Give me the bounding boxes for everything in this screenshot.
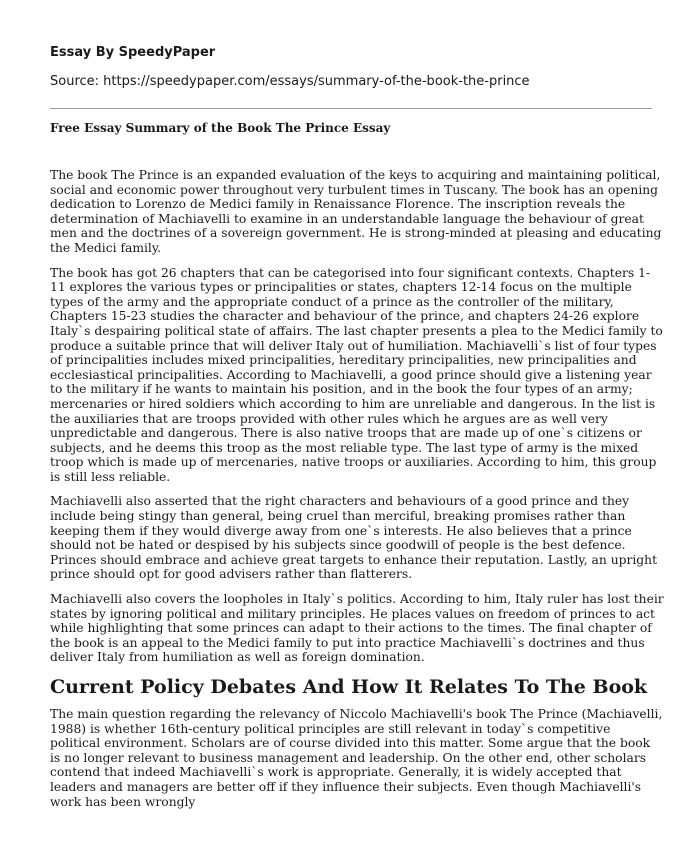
paragraph: The book The Prince is an expanded evaluation of the keys to acquiring and maintaining political, social and economic power throughout very turbulent times in Tuscany. The book has an opening dedication to Lorenzo de Medici family in Renaissance Florence. The inscription reveals the determination of Machiavelli to examine in an understandable language the behaviour of great men and the doctrines of a sovereign government. He is strong-minded at pleasing and educating the Medici family. [50,168,662,255]
paragraph: Machiavelli also asserted that the right characters and behaviours of a good prince and they include being stingy than general, being cruel than merciful, breaking promises rather than keeping them if they would diverge away from one`s interests. He also believes that a prince should not be hated or despised by his subjects since goodwill of people is the best defence. Princes should embrace and achieve great targets to enhance their reputation. Lastly, an upright prince should opt for good advisers rather than flatterers. [50,494,658,582]
paragraph: Machiavelli also covers the loopholes in Italy`s politics. According to him, Italy ruler has lost their states by ignoring political and military principles. He places values on freedom of princes to act while highlighting that some princes can adapt to their actions to the times. The final chapter of the book is an appeal to the Medici family to put into practice Machiavelli`s doctrines and thus deliver Italy from humiliation as well as foreign domination. [50,592,664,665]
paragraph: The book has got 26 chapters that can be categorised into four significant contexts. Chapters 1-11 explores the various types or principalities or states, chapters 12-14 focus on the multiple types of the army and the appropriate conduct of a prince as the controller of the military, Chapters 15-23 studies the character and behaviour of the prince, and chapters 24-26 explore Italy`s despairing political state of affairs. The last chapter presents a plea to the Medici family to produce a suitable prince that will deliver Italy out of humiliation. Machiavelli`s list of four types of principalities includes mixed principalities, hereditary principalities, new principalities and ecclesiastical principalities. According to Machiavelli, a good prince should give a listening year to the military if he wants to maintain his position, and in the book the four types of an army; mercenaries or hired soldiers which according to him are unreliable and dangerous. In the list is the auxiliaries that are troops provided with other rules which he argues are as well very unpredictable and dangerous. There is also native troops that are made up of one`s citizens or subjects, and he deems this troop as the most reliable type. The last type of army is the mixed troop which is made up of mercenaries, native troops or auxiliaries. According to him, this group is still less reliable. [50,265,663,484]
essay-title: Free Essay Summary of the Book The Prince Essay [50,121,391,135]
essay-body [50,168,664,819]
paragraph: The main question regarding the relevancy of Niccolo Machiavelli's book The Prince (Machiavelli, 1988) is whether 16th-century political principles are still relevant in today`s competitive political environment. Scholars are of course divided into this matter. Some argue that the book is no longer relevant to business management and leadership. On the other end, other scholars contend that indeed Machiavelli`s work is appropriate. Generally, it is widely accepted that leaders and managers are better off if they influence their subjects. Even though Machiavelli's work has been wrongly [50,707,663,809]
section-heading: Current Policy Debates And How It Relates To The Book [50,676,648,698]
site-brand: Essay By SpeedyPaper [50,45,216,60]
divider [50,108,652,109]
source-line: Source: https://speedypaper.com/essays/summary-of-the-book-the-prince [50,74,530,89]
